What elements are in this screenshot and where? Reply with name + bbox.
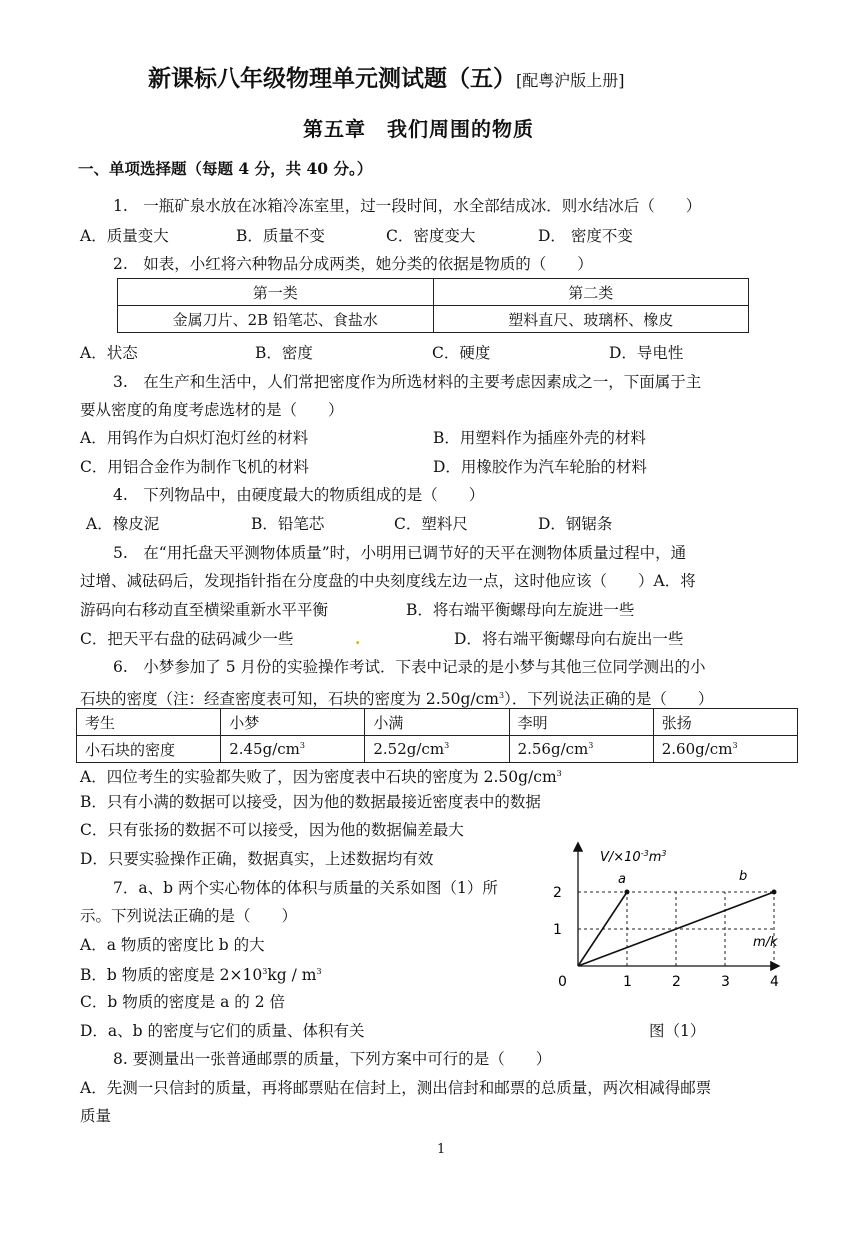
q7-option-a: A．a 物质的密度比 b 的大 [80,936,265,954]
q5-line-3a: 游码向右移动直至横梁重新水平平衡 [80,601,329,619]
q1-stem: 1. 一瓶矿泉水放在冰箱冷冻室里，过一段时间，水全部结成冰．则水结冰后（ ） [113,197,702,215]
series-b-label: b [739,869,748,884]
x-tick-label: 2 [672,974,681,990]
series-point-a [625,890,630,895]
y-axis-label: $V/\times 10^{-3}m^3$ [600,849,667,865]
q8-option-a-line-2: 质量 [80,1107,112,1125]
q2-table-header-1: 第一类 [118,279,434,306]
q6-table-h1: 小梦 [221,709,365,736]
q3-option-c: C．用铝合金作为制作飞机的材料 [80,458,309,476]
q6-table-h4: 张扬 [653,709,797,736]
x-tick-label: 3 [721,974,730,990]
q2-stem: 2. 如表，小红将六种物品分成两类，她分类的依据是物质的（ ） [113,255,593,273]
edition-note: [配粤沪版上册] [516,71,625,90]
q6-value-2: 2.52g/cm [373,740,445,758]
q6-option-b: B．只有小满的数据可以接受，因为他的数据最接近密度表中的数据 [80,793,541,811]
q1-option-d: D． 密度不变 [538,227,633,245]
q2-option-d: D．导电性 [609,344,684,362]
title-text: 新课标八年级物理单元测试题（五） [148,65,516,92]
q2-table [117,278,749,333]
q6-value-3: 2.56g/cm [517,740,589,758]
q4-option-b: B．铅笔芯 [251,515,325,533]
q6-table-r4 [653,736,797,763]
origin-label: 0 [558,974,567,990]
q6-table-h3: 李明 [509,709,653,736]
q6-line-1: 6. 小梦参加了 5 月份的实验操作考试．下表中记录的是小梦与其他三位同学测出的小 [113,658,706,676]
q6-option-d: D．只要实验操作正确，数据真实，上述数据均有效 [80,850,434,868]
q7-option-b [80,962,322,985]
q6-sup-4: 3 [732,741,738,750]
q3-line-1: 3. 在生产和生活中，人们常把密度作为所选材料的主要考虑因素成之一，下面属于主 [113,373,702,391]
q7-line-1: 7．a、b 两个实心物体的体积与质量的关系如图（1）所 [113,879,498,897]
q6-table-r0: 小石块的密度 [77,736,221,763]
q1-option-b: B．质量不变 [236,227,325,245]
q4-stem: 4. 下列物品中，由硬度最大的物质组成的是（ ） [113,486,485,504]
q6-line-2-text: 石块的密度（注：经查密度表可知，石块的密度为 2.50g/cm [80,690,499,709]
q5-option-d: D．将右端平衡螺母向右旋出一些 [454,630,684,648]
q6-option-a-text: A．四位考生的实验都失败了，因为密度表中石块的密度为 2.50g/cm [80,768,557,787]
q3-line-2: 要从密度的角度考虑选材的是（ ） [80,401,344,419]
q6-table-h0: 考生 [77,709,221,736]
q6-line-2-sup: 3 [498,691,505,700]
q5-option-b: B．将右端平衡螺母向左旋进一些 [406,601,635,619]
q6-sup-1: 3 [299,741,305,750]
q6-table-h2: 小满 [365,709,509,736]
q6-option-a-sup: 3 [556,769,562,778]
q6-line-2-tail: ）．下列说法正确的是（ ） [504,690,714,709]
chart-ticks [553,885,779,990]
page-title [148,60,625,93]
q5-option-c: C．把天平右盘的砝码减少一些 [80,630,294,648]
x-axis-label: m/k [753,935,778,950]
chapter-title: 第五章 我们周围的物质 [303,117,534,141]
y-tick-label: 1 [553,922,562,938]
x-tick-label: 1 [623,974,632,990]
q2-table-cell-1: 金属刀片、2B 铅笔芯、食盐水 [118,306,434,333]
q6-line-2 [80,686,713,709]
q7-option-d: D．a、b 的密度与它们的质量、体积有关 [80,1022,365,1040]
q2-table-header-2: 第二类 [433,279,749,306]
q7-option-b-sup2: 3 [316,967,322,976]
q7-option-b-pre: B．b 物质的密度是 2×10 [80,966,263,985]
q6-sup-3: 3 [588,741,594,750]
q6-table-r2 [365,736,509,763]
q5-stray-dot: . [355,629,361,648]
q3-option-d: D．用橡胶作为汽车轮胎的材料 [433,458,647,476]
q2-option-a: A．状态 [80,344,138,362]
q5-line-1: 5. 在“用托盘天平测物体质量”时，小明用已调节好的天平在测物体质量过程中，通 [113,544,687,562]
volume-mass-chart [545,836,790,996]
q8-stem: 8. 要测量出一张普通邮票的质量，下列方案中可行的是（ ） [113,1050,552,1068]
q6-value-4: 2.60g/cm [661,740,733,758]
q8-option-a-line-1: A．先测一只信封的质量，再将邮票贴在信封上，测出信封和邮票的总质量，两次相减得邮票 [80,1079,712,1097]
q3-option-b: B．用塑料作为插座外壳的材料 [433,429,646,447]
q4-option-d: D．钢锯条 [538,515,613,533]
series-point-b [772,890,777,895]
q1-option-a: A．质量变大 [80,227,169,245]
q4-option-c: C．塑料尺 [394,515,468,533]
q6-sup-2: 3 [444,741,450,750]
page-number: 1 [437,1142,446,1157]
q2-table-cell-2: 塑料直尺、玻璃杯、橡皮 [433,306,749,333]
q5-line-2: 过增、减砝码后，发现指针指在分度盘的中央刻度线左边一点，这时他应该（ ）A．将 [80,572,696,590]
q2-option-c: C．硬度 [432,344,491,362]
q6-value-1: 2.45g/cm [229,740,300,758]
q2-option-b: B．密度 [255,344,313,362]
q7-line-2: 示。下列说法正确的是（ ） [80,907,298,925]
q4-option-a: A．橡皮泥 [86,515,160,533]
q6-option-a [80,764,562,787]
q6-table-r1 [221,736,365,763]
figure-caption: 图（1） [649,1022,706,1040]
y-tick-label: 2 [553,885,562,901]
x-tick-label: 4 [770,974,779,990]
q7-option-c: C．b 物质的密度是 a 的 2 倍 [80,993,286,1011]
q1-option-c: C．密度变大 [386,227,476,245]
q6-table [76,708,798,763]
q6-option-c: C．只有张扬的数据不可以接受，因为他的数据偏差最大 [80,821,464,839]
q7-option-b-sup: 3 [262,967,268,976]
q6-table-r3 [509,736,653,763]
series-a-label: a [618,872,626,887]
section-heading: 一、单项选择题（每题 4 分，共 40 分。） [78,159,373,178]
chart-series [578,890,777,967]
q7-option-b-unit: kg / m [267,966,317,985]
q3-option-a: A．用钨作为白炽灯泡灯丝的材料 [80,429,309,447]
